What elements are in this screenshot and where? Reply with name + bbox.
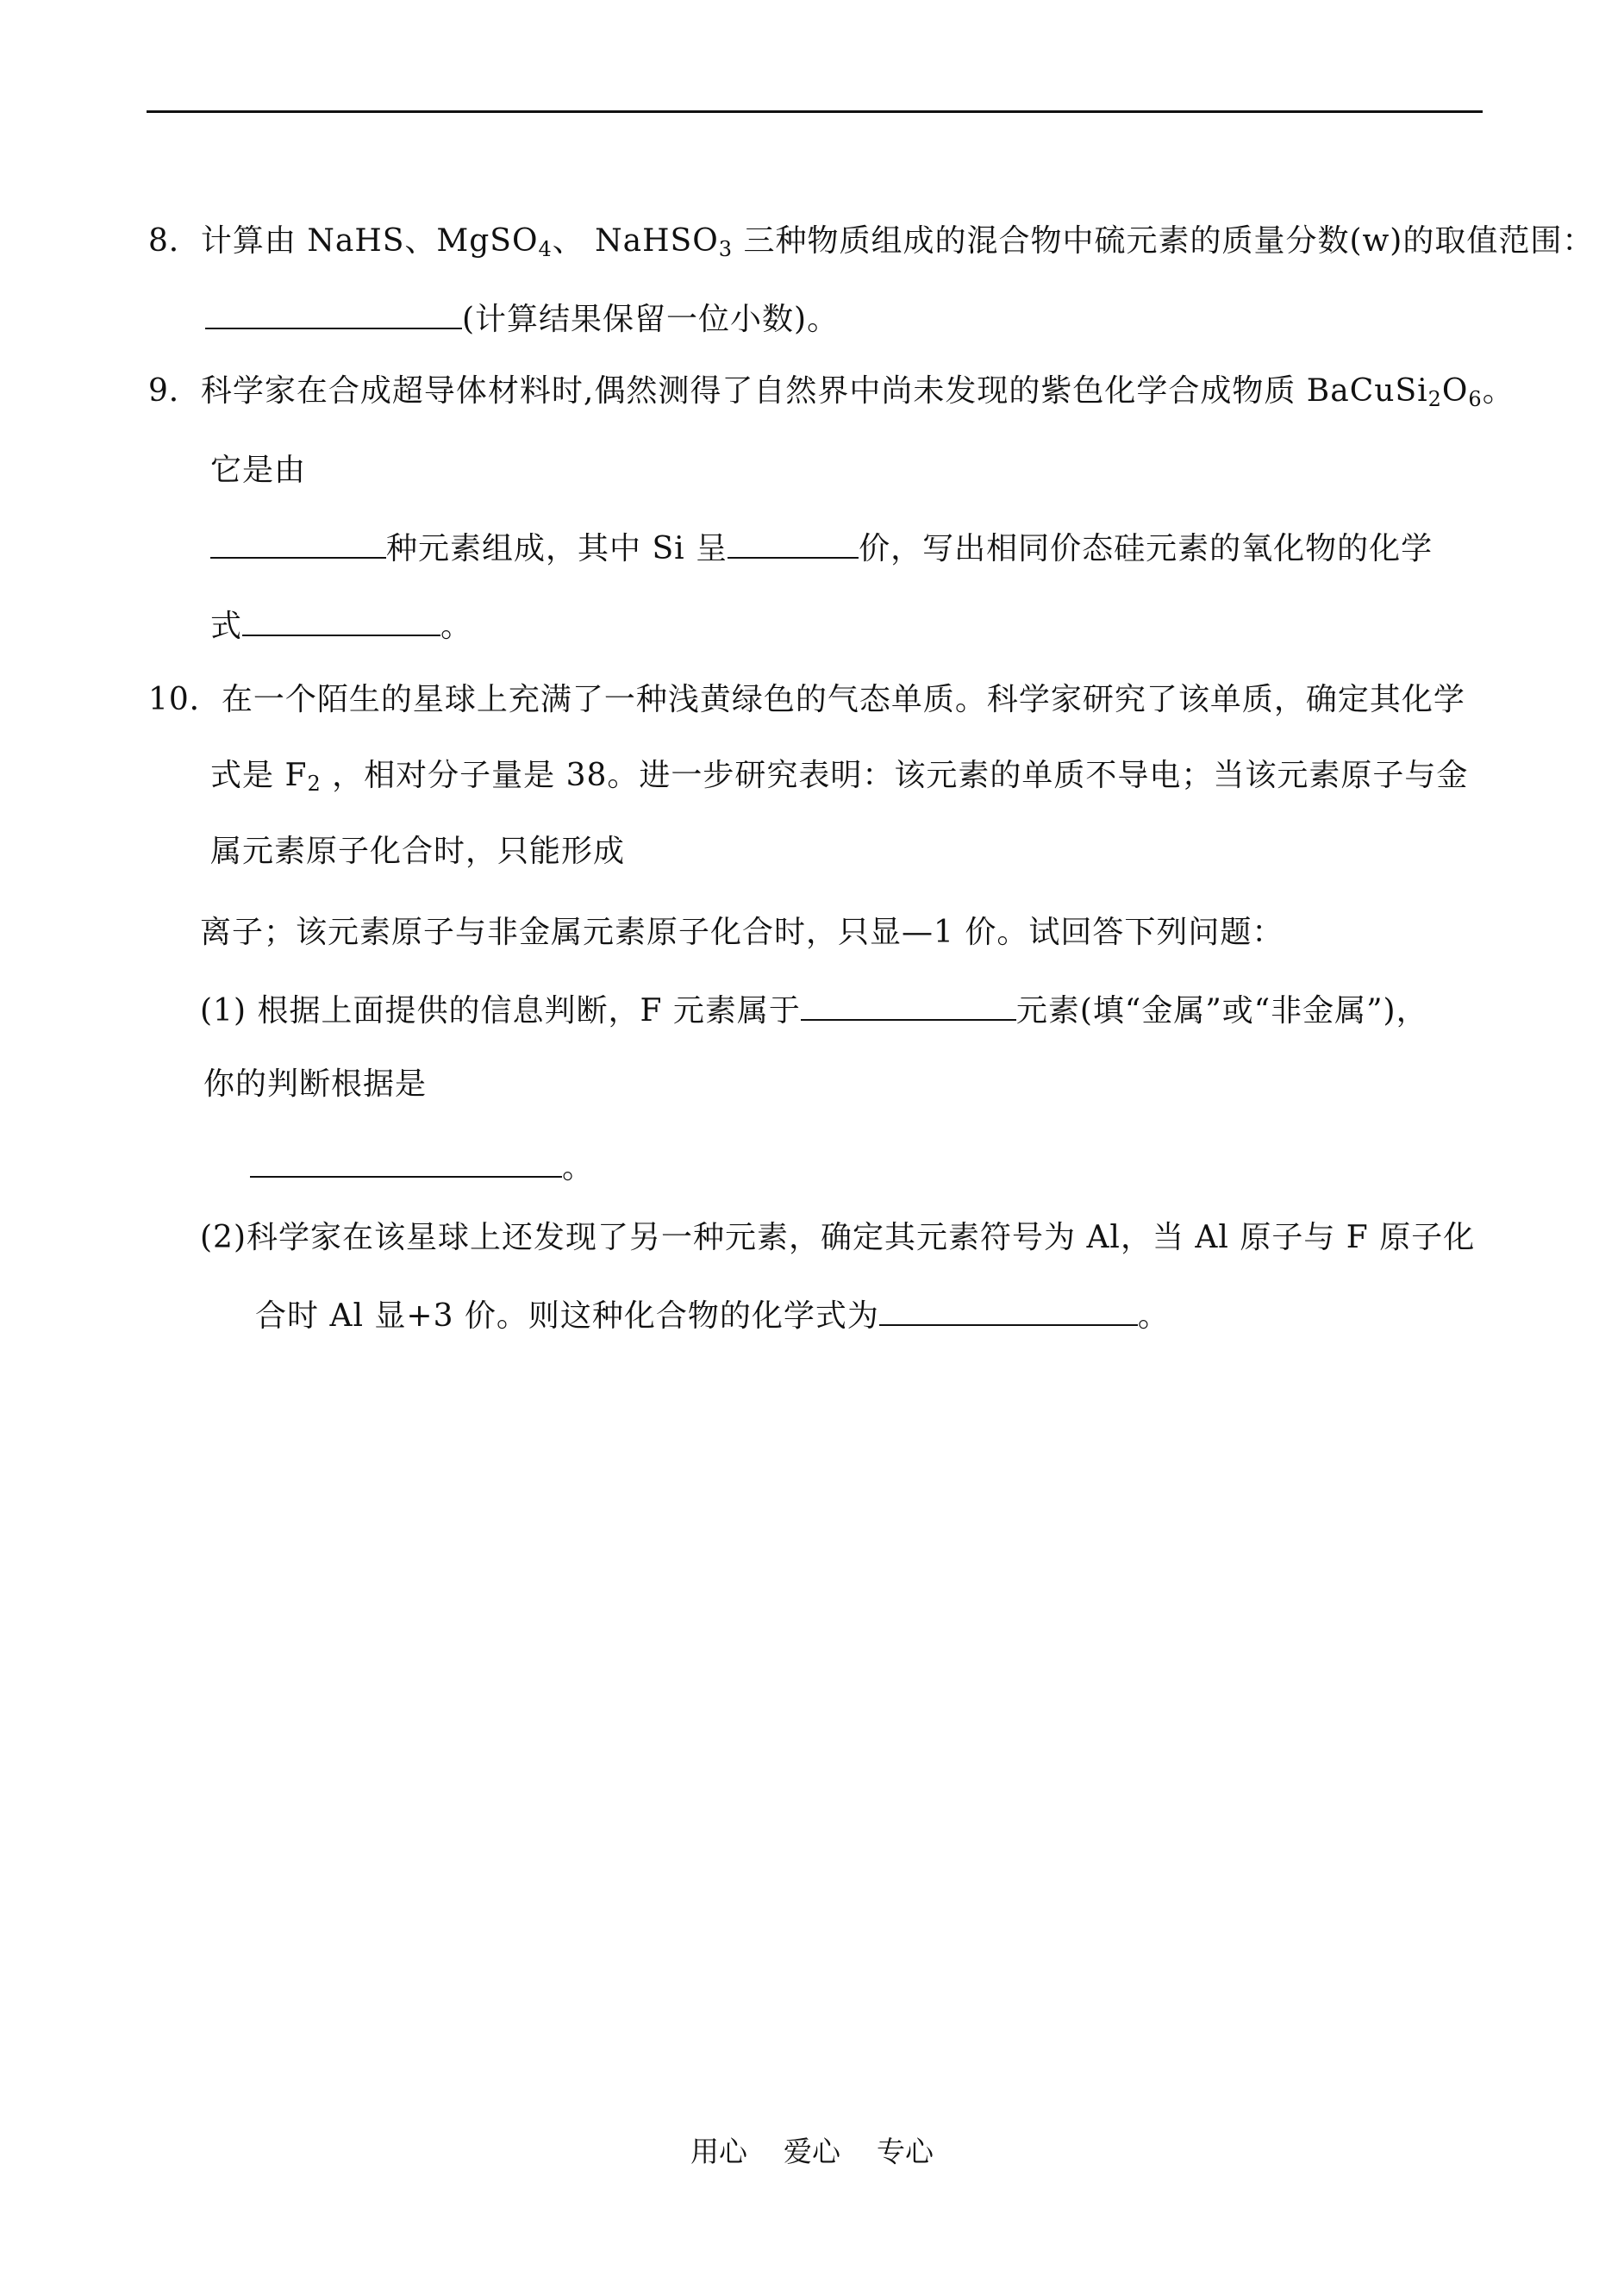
subscript: 2 <box>307 772 322 796</box>
question-10-text: 式是 F <box>210 758 308 793</box>
question-10-text: 在一个陌生的星球上充满了一种浅黄绿色的气态单质。科学家研究了该单质，确定其化学 <box>221 682 1465 717</box>
question-9-text: 种元素组成，其中 Si 呈 <box>386 531 728 566</box>
question-10-text: 元素(填“金属”或“非金属”)， <box>1015 993 1428 1029</box>
question-9-text: O <box>1441 373 1469 409</box>
question-8-line-2 <box>205 298 839 339</box>
answer-blank[interactable] <box>728 528 859 559</box>
question-10-text: 。 <box>1137 1298 1170 1334</box>
question-9-line-4 <box>210 605 472 646</box>
question-10-text: (2)科学家在该星球上还发现了另一种元素，确定其元素符号为 Al，当 Al 原子与 F 原子化 <box>200 1220 1476 1255</box>
question-8-text: 、 NaHSO <box>552 223 719 259</box>
answer-blank[interactable] <box>879 1295 1138 1326</box>
question-10-part-2-line-1 <box>200 1219 1475 1257</box>
answer-blank[interactable] <box>210 528 386 559</box>
question-10-line-3 <box>210 833 625 871</box>
answer-blank[interactable] <box>205 298 462 329</box>
question-8-text: 三种物质组成的混合物中硫元素的质量分数(w)的取值范围： <box>733 223 1595 259</box>
answer-blank[interactable] <box>250 1147 562 1178</box>
subscript: 2 <box>1427 387 1442 411</box>
answer-blank[interactable] <box>801 990 1016 1021</box>
answer-blank[interactable] <box>242 605 440 636</box>
question-9-text: 它是由 <box>210 453 307 488</box>
question-8-text: (计算结果保留一位小数)。 <box>462 302 840 337</box>
header-rule <box>147 110 1483 113</box>
question-10-text: 属元素原子化合时，只能形成 <box>210 834 626 869</box>
question-10-number: 10． <box>148 682 222 717</box>
question-10-text: 合时 Al 显+3 价。则这种化合物的化学式为 <box>255 1298 879 1334</box>
question-10-part-1-line-3 <box>250 1147 594 1187</box>
question-10-line-4 <box>200 914 1284 952</box>
question-9-text: 。 <box>440 609 473 644</box>
question-9-line-3 <box>210 528 1433 568</box>
subscript: 6 <box>1468 387 1483 411</box>
question-9-line-2 <box>210 452 306 490</box>
question-10-text: 。 <box>562 1150 595 1185</box>
question-9-text: 式 <box>210 609 243 644</box>
question-10-part-2-line-2 <box>255 1295 1170 1335</box>
subscript: 3 <box>718 237 733 261</box>
question-9-text: 。 <box>1482 373 1515 409</box>
question-8-text: 计算由 NaHS、MgSO <box>200 223 539 259</box>
question-10-line-1 <box>148 681 1465 719</box>
subscript: 4 <box>538 237 553 261</box>
question-8-line-1 <box>148 222 1594 260</box>
question-10-part-1-line-2 <box>203 1066 427 1104</box>
question-10-text: ，相对分子量是 38。进一步研究表明：该元素的单质不导电；当该元素原子与金 <box>321 758 1469 793</box>
question-10-line-2 <box>210 757 1468 795</box>
question-10-text: (1) 根据上面提供的信息判断，F 元素属于 <box>200 993 801 1029</box>
question-10-text: 你的判断根据是 <box>203 1066 428 1102</box>
question-10-text: 离子；该元素原子与非金属元素原子化合时，只显—1 价。试回答下列问题： <box>200 915 1284 950</box>
page-footer: 用心 爱心 专心 <box>690 2135 934 2168</box>
question-10-part-1-line-1 <box>200 990 1428 1030</box>
question-8-number: 8． <box>148 223 201 259</box>
question-9-text: 科学家在合成超导体材料时,偶然测得了自然界中尚未发现的紫色化学合成物质 BaCuSi <box>200 373 1428 409</box>
question-9-line-1 <box>148 372 1515 410</box>
question-9-text: 价，写出相同价态硅元素的氧化物的化学 <box>859 531 1433 566</box>
question-9-number: 9． <box>148 373 201 409</box>
